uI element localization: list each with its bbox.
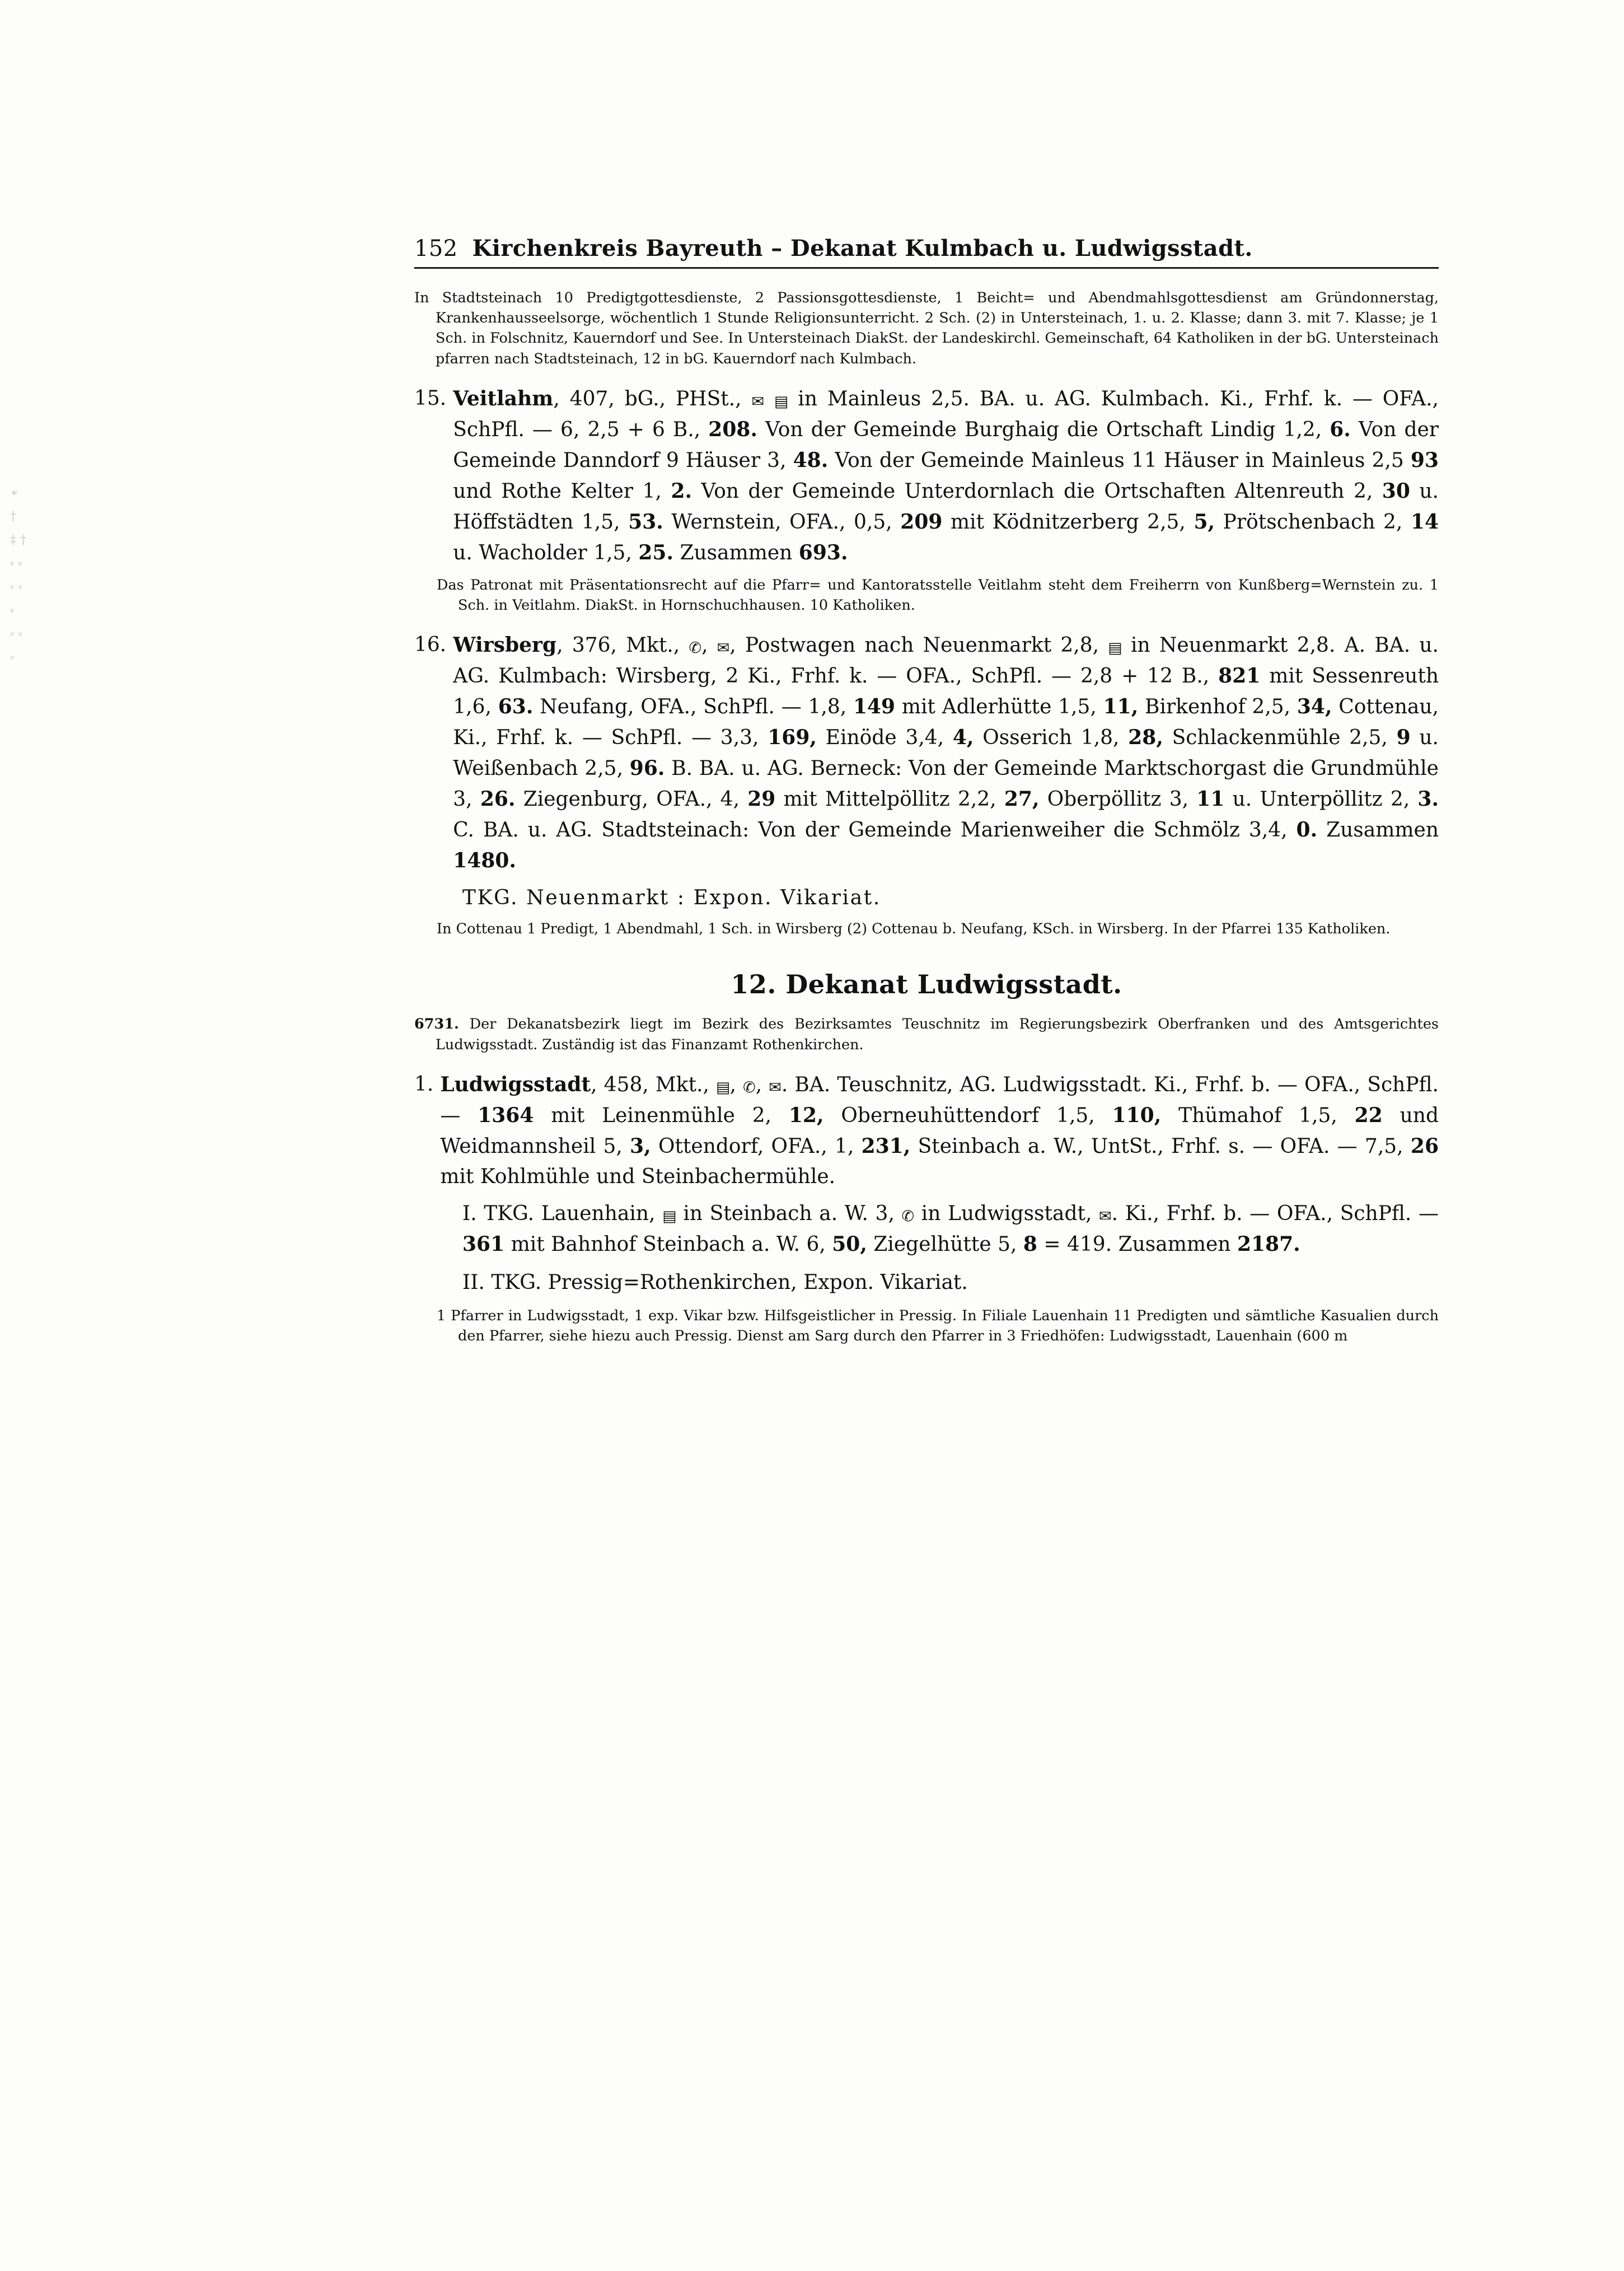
margin-mark: ⸗ xyxy=(10,649,15,664)
railway-icon xyxy=(774,394,788,409)
railway-icon xyxy=(716,1080,730,1095)
section-intro-number: 6731. xyxy=(414,1016,459,1033)
note-veitlahm xyxy=(414,575,1439,615)
running-head xyxy=(414,235,1439,261)
tkg-pressig-rothenkirchen: II. TKG. Pressig=Rothenkirchen, Expon. Vikariat. xyxy=(462,1270,968,1294)
margin-mark: ⸗ ⸗ xyxy=(10,580,22,594)
margin-mark: ⸗ ⸗ xyxy=(10,556,22,571)
tkg-lauenhain-text: ▤ in Steinbach a. W. 3, ✆ in Ludwigsstadt, ✉. Ki., Frhf. b. — OFA., SchPfl. — 361 mit Bahnhof Steinbach a. W. 6, 50, Ziegelhütte 5, 8 = 419. Zusammen 2187. xyxy=(462,1202,1439,1256)
telephone-icon xyxy=(743,1080,756,1095)
section-heading: 12. Dekanat Ludwigsstadt. xyxy=(731,969,1122,1000)
entry-veitlahm xyxy=(414,384,1439,568)
note-ludwigsstadt-text: 1 Pfarrer in Ludwigsstadt, 1 exp. Vikar bzw. Hilfsgeistlicher in Pressig. In Filiale Lauenhain 11 Predigten und sämtliche Kasualien durch den Pfarrer, siehe hiezu auch Pressig. Dienst am Sarg durch den Pfarrer in 3 Friedhöfen: Ludwigsstadt, Lauenhain (600 m xyxy=(437,1307,1439,1345)
entry-wirsberg xyxy=(414,630,1439,876)
tkg-lauenhain xyxy=(414,1199,1439,1260)
running-title: Kirchenkreis Bayreuth – Dekanat Kulmbach u. Ludwigsstadt. xyxy=(472,235,1253,261)
entry-number: 15. xyxy=(414,386,447,410)
margin-mark: ⸗ ⸗ xyxy=(10,626,22,641)
header-rule xyxy=(414,267,1439,269)
page-content xyxy=(414,235,1439,1361)
note-stadtsteinach-text: In Stadtsteinach 10 Predigtgottesdienste, 2 Passionsgottesdienste, 1 Beicht= und Abendmahlsgottesdienst am Gründonnerstag, Krankenhausseelsorge, wöchentlich 1 Stunde Religionsunterricht. 2 Sch. (2) in Untersteinach, 1. u. 2. Klasse; dann 3. mit 7. Klasse; je 1 Sch. in Folschnitz, Kauerndorf und See. In Untersteinach DiakSt. der Landeskirchl. Gemeinschaft, 64 Katholiken in der bG. Untersteinach pfarren nach Stadtsteinach, 12 in bG. Kauerndorf nach Kulmbach. xyxy=(414,289,1439,367)
section-intro-text xyxy=(414,1014,1439,1054)
postal-icon xyxy=(1099,1209,1112,1224)
railway-icon xyxy=(662,1209,676,1224)
tkg-neuenmarkt: TKG. Neuenmarkt : Expon. Vikariat. xyxy=(462,886,881,910)
entry-ludwigsstadt xyxy=(414,1069,1439,1192)
note-ludwigsstadt xyxy=(414,1306,1439,1346)
note-veitlahm-text: Das Patronat mit Präsentationsrecht auf die Pfarr= und Kantoratsstelle Veitlahm steht dem Freiherrn von Kunßberg=Wernstein zu. 1 Sch. in Veitlahm. DiakSt. in Hornschuchhausen. 10 Katholiken. xyxy=(437,576,1439,614)
entry-number: 1. xyxy=(414,1072,434,1096)
entry-number: 16. xyxy=(414,633,447,657)
postal-icon xyxy=(751,394,764,409)
telephone-icon xyxy=(902,1209,915,1224)
margin-mark: ∗ xyxy=(10,486,18,500)
note-wirsberg xyxy=(414,919,1439,939)
scan-margin-artifacts xyxy=(10,482,49,896)
section-intro xyxy=(414,1014,1439,1054)
entry-text: Veitlahm, 407, bG., PHSt., ✉ ▤ in Mainleus 2,5. BA. u. AG. Kulmbach. Ki., Frhf. k. — OFA., SchPfl. — 6, 2,5 + 6 B., 208. Von der Gemeinde Burghaig die Ortschaft Lindig 1,2, 6. Von der Gemeinde Danndorf 9 Häuser 3, 48. Von der Gemeinde Mainleus 11 Häuser in Mainleus 2,5 93 und Rothe Kelter 1, 2. Von der Gemeinde Unterdornlach die Ortschaften Altenreuth 2, 30 u. Höffstädten 1,5, 53. Wernstein, OFA., 0,5, 209 mit Ködnitzerberg 2,5, 5, Prötschenbach 2, 14 u. Wacholder 1,5, 25. Zusammen 693. xyxy=(453,384,1439,568)
note-wirsberg-text: In Cottenau 1 Predigt, 1 Abendmahl, 1 Sch. in Wirsberg (2) Cottenau b. Neufang, KSch. in Wirsberg. In der Pfarrei 135 Katholiken. xyxy=(437,920,1391,938)
margin-mark: ‡ † xyxy=(10,532,26,547)
section-intro-body: Der Dekanatsbezirk liegt im Bezirk des Bezirksamtes Teuschnitz im Regierungsbezirk Oberfranken und des Amtsgerichtes Ludwigsstadt. Zuständig ist das Finanzamt Rothenkirchen. xyxy=(436,1016,1439,1053)
entry-text: Wirsberg, 376, Mkt., ✆, ✉, Postwagen nach Neuenmarkt 2,8, ▤ in Neuenmarkt 2,8. A. BA. u. AG. Kulmbach: Wirsberg, 2 Ki., Frhf. k. — OFA., SchPfl. — 2,8 + 12 B., 821 mit Sessenreuth 1,6, 63. Neufang, OFA., SchPfl. — 1,8, 149 mit Adlerhütte 1,5, 11, Birkenhof 2,5, 34, Cottenau, Ki., Frhf. k. — SchPfl. — 3,3, 169, Einöde 3,4, 4, Osserich 1,8, 28, Schlackenmühle 2,5, 9 u. Weißenbach 2,5, 96. B. BA. u. AG. Berneck: Von der Gemeinde Marktschorgast die Grundmühle 3, 26. Ziegenburg, OFA., 4, 29 mit Mittelpöllitz 2,2, 27, Oberpöllitz 3, 11 u. Unterpöllitz 2, 3. C. BA. u. AG. Stadtsteinach: Von der Gemeinde Marienweiher die Schmölz 3,4, 0. Zusammen 1480. xyxy=(453,630,1439,876)
postal-icon xyxy=(717,641,730,656)
tkg-lauenhain-label: I. TKG. Lauenhain, xyxy=(462,1202,656,1225)
page-number: 152 xyxy=(414,236,458,261)
margin-mark: † xyxy=(10,509,16,524)
railway-icon xyxy=(1108,641,1122,656)
note-stadtsteinach xyxy=(414,288,1439,369)
telephone-icon xyxy=(689,641,701,656)
margin-mark: ⸗ xyxy=(10,602,15,617)
entry-text: Ludwigsstadt, 458, Mkt., ▤, ✆, ✉. BA. Teuschnitz, AG. Ludwigsstadt. Ki., Frhf. b. — OFA., SchPfl. — 1364 mit Leinenmühle 2, 12, Oberneuhüttendorf 1,5, 110, Thümahof 1,5, 22 und Weidmannsheil 5, 3, Ottendorf, OFA., 1, 231, Steinbach a. W., UntSt., Frhf. s. — OFA. — 7,5, 26 mit Kohlmühle und Steinbachermühle. xyxy=(440,1069,1439,1192)
postal-icon xyxy=(769,1080,781,1095)
